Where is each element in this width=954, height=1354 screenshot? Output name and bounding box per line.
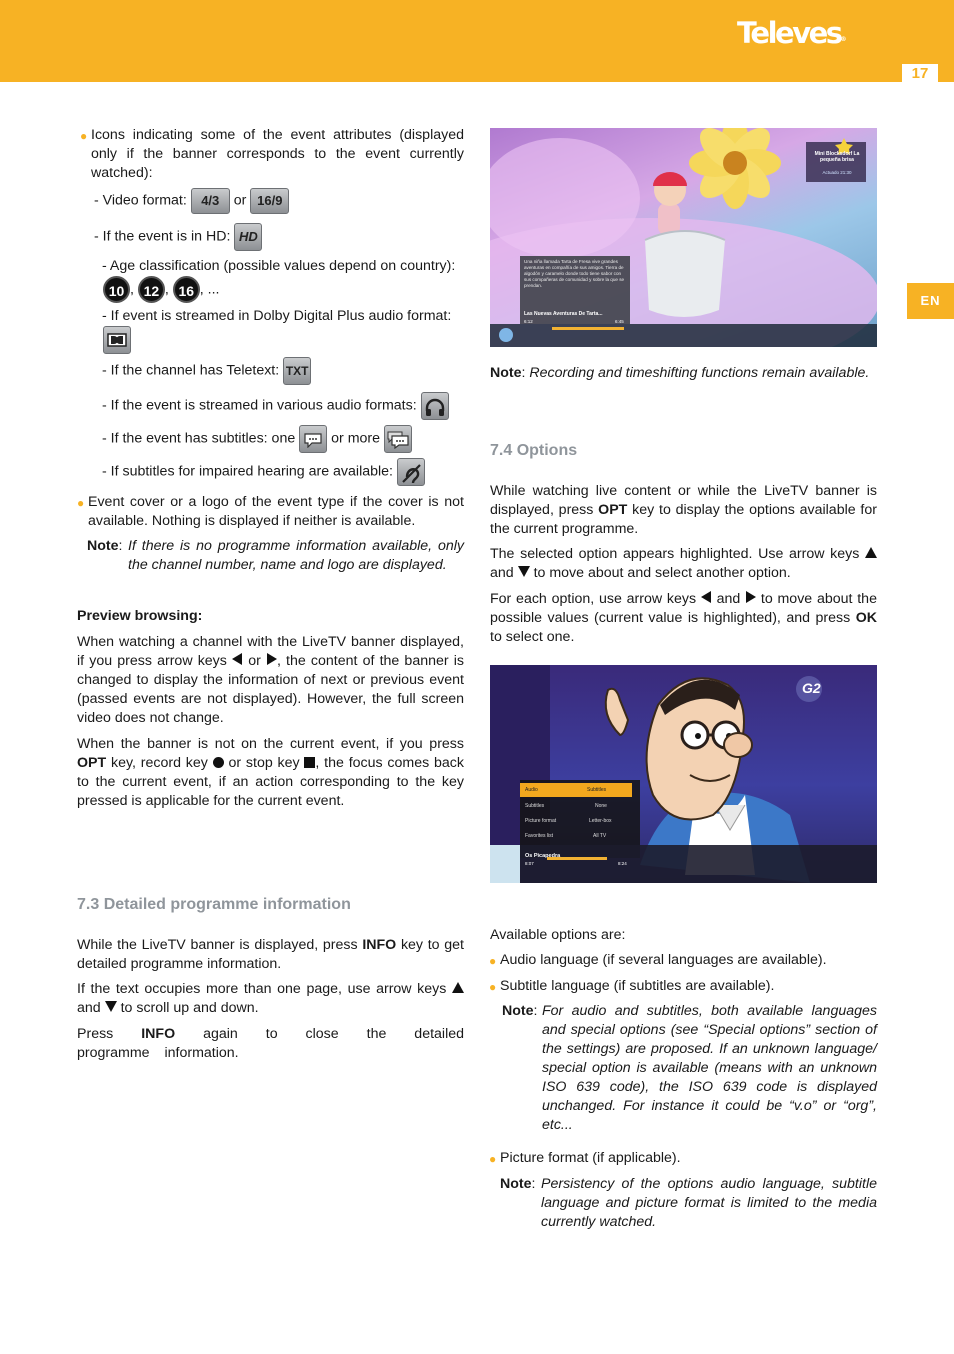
headphones-icon — [421, 392, 449, 420]
s73-paragraph-3: Press INFO again to close the detailed programme information. — [77, 1026, 464, 1061]
preview-paragraph-2: When the banner is not on the current event, if you press OPT key, record key or stop key , the focus comes back to the current event, if an action corresponding to the key pressed is applicable for the current event. — [77, 736, 464, 809]
format-4-3-icon: 4/3 — [191, 188, 230, 214]
channel-logo: G2 — [802, 680, 821, 696]
record-key-icon — [213, 757, 224, 768]
subtitle-multiple-icon — [384, 425, 412, 453]
programme-time-start: 8:07 — [525, 861, 534, 866]
arrow-up-icon — [865, 547, 877, 558]
subtitle-single-icon — [299, 425, 327, 453]
note-recording: Note: Recording and timeshifting functions remain available. — [490, 365, 870, 381]
bullet-dot-icon: ● — [489, 980, 497, 994]
note-languages: For audio and subtitles, both available languages and special options (see “Special options” section of the settings) are proposed. If an unknown language/ special option is available (means with an unknown ISO 639 code), the ISO 639 code is displayed unchanged. For instance it could be “v.o” or “org”, etc... — [542, 1003, 877, 1133]
options-menu — [525, 784, 635, 844]
section-7-4-title: 7.4 Options — [490, 442, 578, 459]
age-16-icon: 16 — [173, 276, 200, 303]
note-persistency: Persistency of the options audio language, subtitle language and picture format is limited to the media currently watched. — [541, 1176, 877, 1230]
hearing-impaired-icon — [397, 458, 425, 486]
options-menu-screenshot — [490, 665, 877, 883]
options-menu-row[interactable]: Favorites list All TV — [525, 833, 607, 839]
s74-paragraph-3: For each option, use arrow keys and to move about the possible values (current value is highlighted), and press OK to select one. — [490, 591, 877, 645]
channel-badge-title: Mini Blocksdorf La pequeña brisa — [814, 151, 860, 163]
bullet-dot-icon: ● — [80, 129, 88, 143]
s73-paragraph-2: If the text occupies more than one page, use arrow keys and to scroll up and down. — [77, 980, 464, 1018]
option-subtitle: Subtitle language (if subtitles are available). — [500, 978, 775, 994]
note-label: Note: — [502, 1003, 538, 1019]
hd-icon: HD — [234, 223, 262, 251]
arrow-right-icon — [266, 653, 277, 665]
programme-time-end: 8:24 — [618, 861, 627, 866]
option-audio: Audio language (if several languages are available). — [500, 952, 827, 968]
programme-title: Os Picapedra — [525, 853, 561, 859]
channel-badge-sub: Actuado 21:30 — [822, 170, 852, 175]
page-number: 17 — [902, 64, 938, 84]
note-label: Note: — [87, 538, 123, 554]
brand-logo: Televes® — [737, 16, 847, 50]
arrow-down-icon — [105, 1001, 117, 1012]
page-header — [0, 0, 954, 82]
bullet-dot-icon: ● — [77, 496, 85, 510]
stop-key-icon — [304, 757, 315, 768]
dolby-icon — [103, 326, 131, 354]
note-no-info: If there is no programme information available, only the channel number, name and logo are displayed. — [128, 538, 464, 573]
options-menu-row[interactable]: Subtitles None — [525, 803, 607, 809]
teletext-line: - If the channel has Teletext: TXT — [102, 357, 311, 385]
preview-heading: Preview browsing: — [77, 608, 203, 624]
options-menu-row[interactable]: Audio Subtitles — [525, 787, 607, 793]
bullet-cover-text: Event cover or a logo of the event type if the cover is not available. Nothing is displayed if neither is available. — [88, 494, 464, 529]
section-7-3-title: 7.3 Detailed programme information — [77, 896, 351, 913]
age-line: - Age classification (possible values depend on country): — [102, 258, 456, 274]
banner-time-start: 6:12 — [524, 319, 533, 324]
cartoon-screenshot — [490, 128, 877, 347]
audio-formats-line: - If the event is streamed in various audio formats: — [102, 392, 449, 420]
video-format-line: - Video format: 4/3 or 16/9 — [94, 188, 289, 214]
s74-paragraph-2: The selected option appears highlighted. Use arrow keys and to move about and select another option. — [490, 545, 877, 583]
bullet-dot-icon: ● — [489, 954, 497, 968]
note-label: Note: — [500, 1176, 536, 1192]
banner-time-end: 6:45 — [615, 319, 624, 324]
arrow-up-icon — [452, 982, 464, 993]
s73-paragraph-1: While the LiveTV banner is displayed, press INFO key to get detailed programme information. — [77, 937, 464, 972]
arrow-down-icon — [518, 566, 530, 577]
arrow-right-icon — [745, 591, 756, 603]
banner-title: Las Nuevas Aventuras De Tarta... — [524, 311, 603, 317]
language-tab: EN — [907, 283, 954, 319]
option-picture: Picture format (if applicable). — [500, 1150, 681, 1166]
format-16-9-icon: 16/9 — [250, 188, 289, 214]
bullet-icons-text: Icons indicating some of the event attributes (displayed only if the banner corresponds to the event currently watched): — [91, 127, 464, 181]
available-options: Available options are: — [490, 927, 626, 943]
impaired-hearing-line: - If subtitles for impaired hearing are available: — [102, 458, 425, 486]
bullet-dot-icon: ● — [489, 1152, 497, 1166]
arrow-left-icon — [701, 591, 712, 603]
s74-paragraph-1: While watching live content or while the LiveTV banner is displayed, press OPT key to display the options available for the current programme. — [490, 483, 877, 537]
options-menu-row[interactable]: Picture format Letter-box — [525, 818, 612, 824]
age-icons: 10 , 12 , 16 , ... — [103, 276, 220, 303]
age-10-icon: 10 — [103, 276, 130, 303]
hd-line: - If the event is in HD: HD — [94, 223, 262, 251]
subtitles-line: - If the event has subtitles: one or more — [102, 425, 412, 453]
synopsis-text: Una niña llamada Tarta de Fresa vive grandes aventuras en compañía de sus amigos. Tierra de algodón y caramelo donde todo tiene sabor con sus compañeras de comunidad y sobre la que se prendan. — [524, 259, 625, 288]
preview-paragraph-1: When watching a channel with the LiveTV banner displayed, if you press arrow keys or , the content of the banner is changed to display the information of next or previous event (passed events are not displayed). However, the full screen video does not change. — [77, 634, 464, 726]
teletext-icon: TXT — [283, 357, 311, 385]
dolby-line: - If event is streamed in Dolby Digital Plus audio format: — [102, 308, 452, 324]
arrow-left-icon — [232, 653, 243, 665]
age-12-icon: 12 — [138, 276, 165, 303]
